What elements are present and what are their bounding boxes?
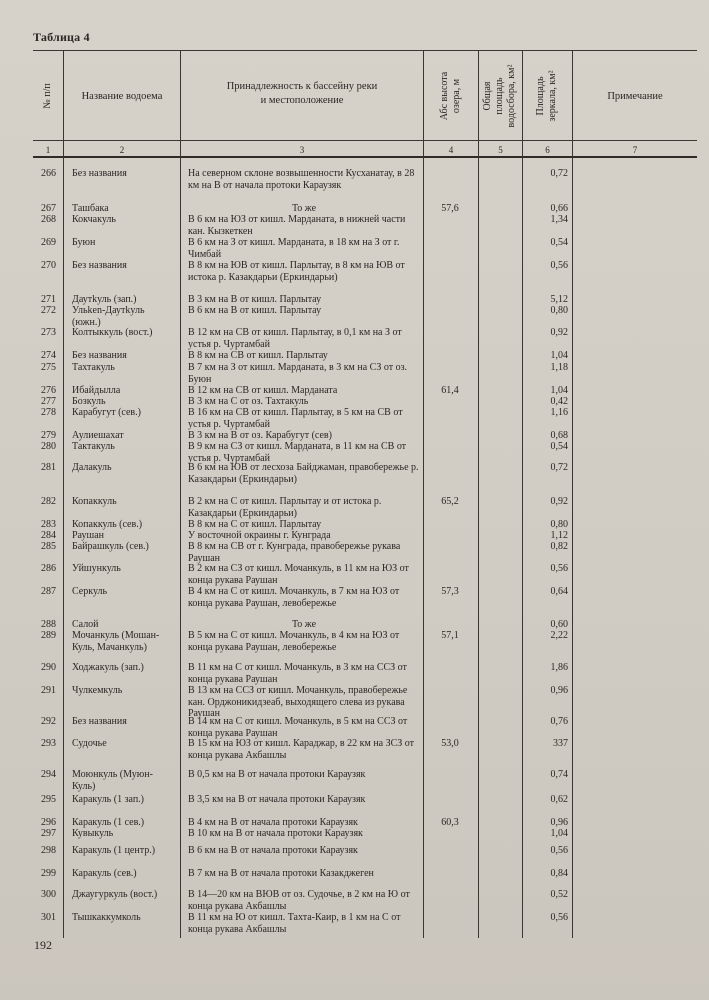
header-bottom-rule (33, 140, 697, 141)
location-text: В 3 км на С от оз. Тахтакуль (188, 396, 309, 407)
header-catchment-line1: Общая (482, 81, 493, 111)
location-text: В 0,5 км на В от начала протоки Караузяк (188, 769, 366, 780)
row-number: 281 (41, 462, 56, 473)
lake-name: Каракуль (1 сев.) (72, 817, 145, 828)
surface-area-value: 1,18 (550, 362, 568, 373)
header-basin-line2: и местоположение (260, 95, 344, 106)
lake-name: Колтыккуль (вост.) (72, 327, 153, 338)
row-number: 287 (41, 586, 56, 597)
surface-area-value: 0,56 (550, 563, 568, 574)
header-top-rule (33, 50, 697, 51)
row-number: 267 (41, 203, 56, 214)
altitude-value: 65,2 (441, 496, 459, 507)
location-text: В 13 км на ССЗ от кишл. Мочанкуль, правобережье кан. Орджоникидзеаб, выходящего слева из рукава Раушан (188, 685, 408, 719)
location-text: В 8 км на СВ от кишл. Парлытау (188, 350, 328, 361)
location-text: В 8 км на С от кишл. Парлытау (188, 519, 322, 530)
surface-area-value: 0,72 (550, 168, 568, 179)
row-number: 285 (41, 541, 56, 552)
row-number: 289 (41, 630, 56, 641)
surface-area-value: 0,72 (550, 462, 568, 473)
location-text: На северном склоне возвышенности Кусханатау, в 28 км на В от начала протоки Караузяк (188, 168, 415, 191)
location-text: В 14—20 км на ВЮВ от оз. Судочье, в 2 км на Ю от конца рукава Акбашлы (188, 889, 410, 912)
location-text: То же (291, 619, 317, 630)
altitude-value: 57,6 (441, 203, 459, 214)
altitude-value: 57,3 (441, 586, 459, 597)
surface-area-value: 5,12 (550, 294, 568, 305)
lake-name: Серкуль (72, 586, 108, 597)
header-altitude-line1: Абс высота (439, 71, 450, 121)
header-catchment-line3: водосбора, км² (506, 64, 517, 128)
lake-name: Копаккуль (сев.) (72, 519, 143, 530)
column-number-6: 6 (545, 145, 550, 155)
altitude-value: 60,3 (441, 817, 459, 828)
row-number: 288 (41, 619, 56, 630)
header-altitude (439, 72, 463, 120)
location-text: В 3 км на В от оз. Карабугут (сев) (188, 430, 332, 441)
lake-name: Ульken-Даутkуль (южн.) (72, 305, 145, 328)
surface-area-value: 0,42 (550, 396, 568, 407)
header-catchment (482, 65, 518, 128)
table-title: Таблица 4 (33, 30, 90, 44)
surface-area-value: 0,80 (550, 519, 568, 530)
surface-area-value: 0,56 (550, 260, 568, 271)
location-text: В 2 км на СЗ от кишл. Мочанкуль, в 11 км на ЮЗ от конца рукава Раушан (188, 563, 409, 586)
surface-area-value: 0,64 (550, 586, 568, 597)
location-text: В 6 км на ЮВ от лесхоза Байджаман, правобережье р. Казакдарьи (Еркиндарьи) (188, 462, 419, 485)
column-number-4: 4 (448, 145, 454, 155)
column-divider-3 (423, 50, 424, 938)
surface-area-value: 0,96 (550, 817, 568, 828)
lake-name: Бозкуль (72, 396, 106, 407)
lake-name: Тахтакуль (72, 362, 115, 373)
column-number-5: 5 (498, 145, 503, 155)
column-number-2: 2 (119, 145, 125, 155)
surface-area-value: 0,60 (550, 619, 568, 630)
surface-area-value: 337 (553, 738, 568, 749)
surface-area-value: 1,04 (550, 385, 568, 396)
location-text: В 3,5 км на В от начала протоки Караузяк (188, 794, 366, 805)
lake-name: Судочье (72, 738, 107, 749)
location-text: В 6 км на В от начала протоки Караузяк (188, 845, 358, 856)
row-number: 275 (41, 362, 56, 373)
row-number: 270 (41, 260, 56, 271)
lake-name: Буюн (72, 237, 96, 248)
column-numbers-rule (33, 156, 697, 158)
location-text: В 7 км на В от начала протоки Казакджеген (188, 868, 374, 879)
row-number: 280 (41, 441, 56, 452)
header-surface-area-line2: зеркала, км² (547, 70, 558, 122)
row-number: 298 (41, 845, 56, 856)
row-number: 269 (41, 237, 56, 248)
row-number: 276 (41, 385, 56, 396)
row-number: 301 (41, 912, 56, 923)
row-number: 295 (41, 794, 56, 805)
location-text: В 8 км на ЮВ от кишл. Парлытау, в 8 км на ЮВ от истока р. Казакдарьи (Еркиндарьи) (188, 260, 405, 283)
lake-name: Без названия (72, 168, 127, 179)
lake-name: Кокчакуль (72, 214, 116, 225)
row-number: 284 (41, 530, 56, 541)
location-text: То же (291, 203, 317, 214)
row-number: 294 (41, 769, 56, 780)
column-divider-1 (63, 50, 64, 938)
location-text: У восточной окраины г. Кунграда (188, 530, 331, 541)
column-number-3: 3 (299, 145, 305, 155)
row-number: 277 (41, 396, 56, 407)
altitude-value: 53,0 (441, 738, 459, 749)
location-text: В 8 км на СВ от г. Кунграда, правобережье рукава Раушан (188, 541, 401, 564)
location-text: В 11 км на С от кишл. Мочанкуль, в 3 км на ССЗ от конца рукава Раушан (188, 662, 407, 685)
row-number: 286 (41, 563, 56, 574)
surface-area-value: 0,74 (550, 769, 568, 780)
lake-name: Копаккуль (72, 496, 117, 507)
location-text: В 4 км на С от кишл. Мочанкуль, в 7 км на ЮЗ от конца рукава Раушан, левобережье (188, 586, 400, 609)
lake-name: Без названия (72, 350, 127, 361)
location-text: В 9 км на СЗ от кишл. Марданата, в 11 км на СВ от устья р. Чуртамбай (188, 441, 407, 464)
header-basin (181, 80, 423, 108)
location-text: В 5 км на С от кишл. Мочанкуль, в 4 км на ЮЗ от конца рукава Раушан, левобережье (188, 630, 400, 653)
header-number: № п/п (42, 83, 53, 109)
row-number: 293 (41, 738, 56, 749)
lake-name: Кувыкуль (72, 828, 114, 839)
lake-name: Без названия (72, 716, 127, 727)
surface-area-value: 0,68 (550, 430, 568, 441)
column-divider-5 (522, 50, 523, 938)
row-number: 299 (41, 868, 56, 879)
altitude-value: 61,4 (441, 385, 459, 396)
lake-name: Без названия (72, 260, 127, 271)
row-number: 274 (41, 350, 56, 361)
header-basin-line1: Принадлежность к бассейну реки (226, 81, 378, 92)
row-number: 272 (41, 305, 56, 316)
column-number-1: 1 (45, 145, 51, 155)
location-text: В 12 км на СВ от кишл. Парлытау, в 0,1 км на З от устья р. Чуртамбай (188, 327, 402, 350)
lake-name: Каракуль (сев.) (72, 868, 137, 879)
altitude-value: 57,1 (441, 630, 459, 641)
header-surface-area (535, 70, 559, 121)
row-number: 292 (41, 716, 56, 727)
surface-area-value: 2,22 (550, 630, 568, 641)
row-number: 266 (41, 168, 56, 179)
header-catchment-line2: площадь (494, 77, 505, 115)
surface-area-value: 0,82 (550, 541, 568, 552)
surface-area-value: 0,62 (550, 794, 568, 805)
lake-name: Ибайдылла (72, 385, 121, 396)
location-text: В 6 км на В от кишл. Парлытау (188, 305, 322, 316)
surface-area-value: 0,92 (550, 496, 568, 507)
surface-area-value: 0,80 (550, 305, 568, 316)
row-number: 297 (41, 828, 56, 839)
surface-area-value: 0,92 (550, 327, 568, 338)
location-text: В 12 км на СВ от кишл. Марданата (188, 385, 338, 396)
surface-area-value: 0,52 (550, 889, 568, 900)
row-number: 291 (41, 685, 56, 696)
location-text: В 11 км на Ю от кишл. Тахта-Каир, в 1 км на С от конца рукава Акбашлы (188, 912, 401, 935)
lake-name: Тышкаккумколь (72, 912, 141, 923)
surface-area-value: 0,84 (550, 868, 568, 879)
surface-area-value: 0,54 (550, 237, 568, 248)
location-text: В 2 км на С от кишл. Парлытау и от истока р. Казакдарьи (Еркиндарьи) (188, 496, 382, 519)
row-number: 271 (41, 294, 56, 305)
lake-name: Аулиешахат (72, 430, 124, 441)
surface-area-value: 0,56 (550, 912, 568, 923)
lake-name: Байрашкуль (сев.) (72, 541, 149, 552)
lake-name: Раушан (72, 530, 104, 541)
location-text: В 15 км на ЮЗ от кишл. Караджар, в 22 км на ЗСЗ от конца рукава Акбашлы (188, 738, 415, 761)
lake-name: Далакуль (72, 462, 112, 473)
surface-area-value: 0,76 (550, 716, 568, 727)
row-number: 283 (41, 519, 56, 530)
page-number: 192 (34, 938, 52, 952)
location-text: В 4 км на В от начала протоки Караузяк (188, 817, 358, 828)
column-divider-2 (180, 50, 181, 938)
row-number: 279 (41, 430, 56, 441)
lake-name: Ташбака (72, 203, 109, 214)
surface-area-value: 0,96 (550, 685, 568, 696)
column-number-7: 7 (632, 145, 638, 155)
row-number: 282 (41, 496, 56, 507)
location-text: В 16 км на СВ от кишл. Парлытау, в 5 км на СВ от устья р. Чуртамбай (188, 407, 403, 430)
surface-area-value: 1,04 (550, 828, 568, 839)
lake-name: Даутkуль (зап.) (72, 294, 137, 305)
lake-name: Салой (72, 619, 99, 630)
header-name: Название водоема (81, 91, 163, 102)
header-surface-area-line1: Площадь (535, 76, 546, 116)
row-number: 278 (41, 407, 56, 418)
location-text: В 3 км на В от кишл. Парлытау (188, 294, 322, 305)
location-text: В 14 км на С от кишл. Мочанкуль, в 5 км на ССЗ от конца рукава Раушан (188, 716, 408, 739)
location-text: В 7 км на З от кишл. Марданата, в 3 км на СЗ от оз. Буюн (188, 362, 408, 385)
column-divider-4 (478, 50, 479, 938)
surface-area-value: 1,12 (550, 530, 568, 541)
header-altitude-line2: озера, м (451, 78, 462, 114)
lake-name: Ходжакуль (зап.) (72, 662, 144, 673)
surface-area-value: 1,34 (550, 214, 568, 225)
header-note: Примечание (607, 91, 663, 102)
column-divider-6 (572, 50, 573, 938)
surface-area-value: 1,86 (550, 662, 568, 673)
surface-area-value: 1,16 (550, 407, 568, 418)
location-text: В 10 км на В от начала протоки Караузяк (188, 828, 363, 839)
location-text: В 6 км на З от кишл. Марданата, в 18 км на З от г. Чимбай (188, 237, 400, 260)
lake-name: Тактакуль (72, 441, 115, 452)
lake-name: Карабугут (сев.) (72, 407, 141, 418)
lake-name: Уйшункуль (72, 563, 121, 574)
surface-area-value: 0,54 (550, 441, 568, 452)
row-number: 273 (41, 327, 56, 338)
row-number: 268 (41, 214, 56, 225)
lake-name: Каракуль (1 центр.) (72, 845, 156, 856)
row-number: 290 (41, 662, 56, 673)
surface-area-value: 1,04 (550, 350, 568, 361)
surface-area-value: 0,56 (550, 845, 568, 856)
row-number: 300 (41, 889, 56, 900)
lake-name: Чулкемкуль (72, 685, 123, 696)
surface-area-value: 0,66 (550, 203, 568, 214)
lake-name: Мочанкуль (Мошан-Куль, Мачанкуль) (72, 630, 160, 653)
lake-name: Каракуль (1 зап.) (72, 794, 145, 805)
lake-name: Джаугуркуль (вост.) (72, 889, 158, 900)
location-text: В 6 км на ЮЗ от кишл. Марданата, в нижней части кан. Кызкеткен (188, 214, 406, 237)
lake-name: Моюнкуль (Муюн-Куль) (72, 769, 153, 792)
row-number: 296 (41, 817, 56, 828)
